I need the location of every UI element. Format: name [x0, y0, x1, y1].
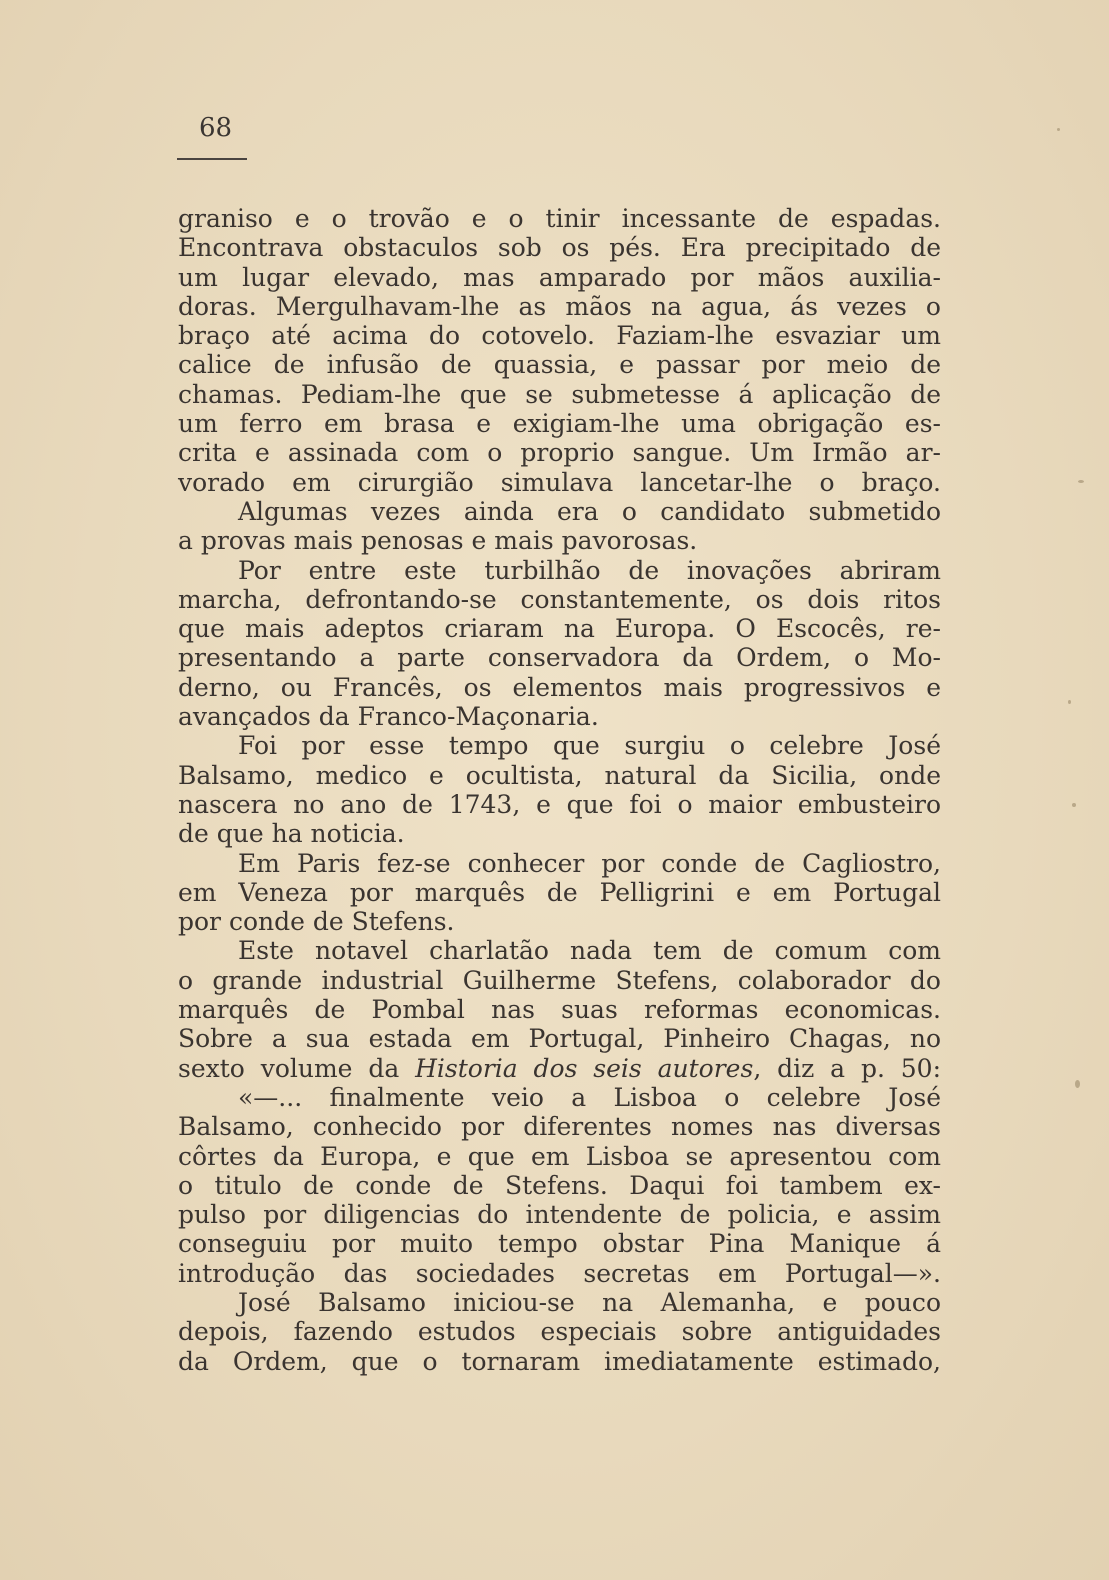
- text-line: a provas mais penosas e mais pavorosas.: [178, 526, 698, 556]
- text-line: José Balsamo iniciou-se na Alemanha, e pouco: [238, 1287, 941, 1317]
- text-line: calice de infusão de quassia, e passar por meio de: [178, 350, 941, 380]
- text-line: que mais adeptos criaram na Europa. O Escocês, re-: [178, 614, 941, 644]
- text-line: marcha, defrontando-se constantemente, os dois ritos: [178, 584, 941, 614]
- text-line: Sobre a sua estada em Portugal, Pinheiro Chagas, no: [178, 1024, 941, 1054]
- paper-speck: [1075, 1080, 1080, 1088]
- text-line: Foi por esse tempo que surgiu o celebre José: [238, 731, 941, 761]
- text-line: [178, 1054, 941, 1083]
- text-line: o grande industrial Guilherme Stefens, colaborador do: [178, 965, 941, 995]
- text-line: marquês de Pombal nas suas reformas economicas.: [178, 995, 941, 1025]
- text-line: Balsamo, medico e ocultista, natural da Sicilia, onde: [178, 760, 941, 790]
- paper-speck: [1068, 700, 1071, 704]
- text-line: o titulo de conde de Stefens. Daqui foi tambem ex-: [178, 1170, 941, 1200]
- text-line: vorado em cirurgião simulava lancetar-lhe o braço.: [178, 467, 941, 497]
- text-line: por conde de Stefens.: [178, 907, 455, 937]
- text-line: introdução das sociedades secretas em Portugal—».: [178, 1258, 941, 1288]
- text-line: Este notavel charlatão nada tem de comum com: [238, 936, 941, 966]
- text-line: conseguiu por muito tempo obstar Pina Manique á: [178, 1229, 941, 1259]
- book-title-italic: Historia dos seis autores: [415, 1053, 754, 1083]
- text-line: crita e assinada com o proprio sangue. Um Irmão ar-: [178, 438, 941, 468]
- text-line-segment: , diz a p. 50:: [753, 1053, 941, 1083]
- text-line: pulso por diligencias do intendente de policia, e assim: [178, 1200, 941, 1230]
- text-line: de que ha noticia.: [178, 819, 405, 849]
- text-line: em Veneza por marquês de Pelligrini e em Portugal: [178, 877, 941, 907]
- text-line: Por entre este turbilhão de inovações abriram: [238, 555, 941, 585]
- text-line: derno, ou Francês, os elementos mais progressivos e: [178, 672, 941, 702]
- text-line: braço até acima do cotovelo. Faziam-lhe esvaziar um: [178, 321, 941, 351]
- text-line: depois, fazendo estudos especiais sobre antiguidades: [178, 1317, 941, 1347]
- text-line: Em Paris fez-se conhecer por conde de Cagliostro,: [238, 848, 941, 878]
- page-number: 68: [199, 113, 233, 143]
- text-line: chamas. Pediam-lhe que se submetesse á aplicação de: [178, 379, 941, 409]
- text-line: Algumas vezes ainda era o candidato submetido: [238, 496, 941, 526]
- text-line: côrtes da Europa, e que em Lisboa se apresentou com: [178, 1141, 941, 1171]
- paper-speck: [1057, 128, 1060, 131]
- page-number-rule: [177, 158, 247, 160]
- text-line: doras. Mergulhavam-lhe as mãos na agua, ás vezes o: [178, 291, 941, 321]
- text-line: Encontrava obstaculos sob os pés. Era precipitado de: [178, 233, 941, 263]
- text-line: um lugar elevado, mas amparado por mãos auxilia-: [178, 262, 941, 292]
- text-line: Balsamo, conhecido por diferentes nomes nas diversas: [178, 1112, 941, 1142]
- paper-speck: [1072, 803, 1076, 807]
- body-text: [178, 204, 941, 1376]
- text-line: um ferro em brasa e exigiam-lhe uma obrigação es-: [178, 409, 941, 439]
- text-line-segment: sexto volume da: [178, 1053, 416, 1083]
- text-line: graniso e o trovão e o tinir incessante de espadas.: [178, 204, 941, 233]
- text-line: nascera no ano de 1743, e que foi o maior embusteiro: [178, 789, 941, 819]
- text-line: da Ordem, que o tornaram imediatamente estimado,: [178, 1346, 941, 1376]
- paper-speck: [1078, 480, 1084, 483]
- text-line: avançados da Franco-Maçonaria.: [178, 702, 599, 732]
- text-line: «—... finalmente veio a Lisboa o celebre José: [238, 1082, 941, 1112]
- text-line: presentando a parte conservadora da Ordem, o Mo-: [178, 643, 941, 673]
